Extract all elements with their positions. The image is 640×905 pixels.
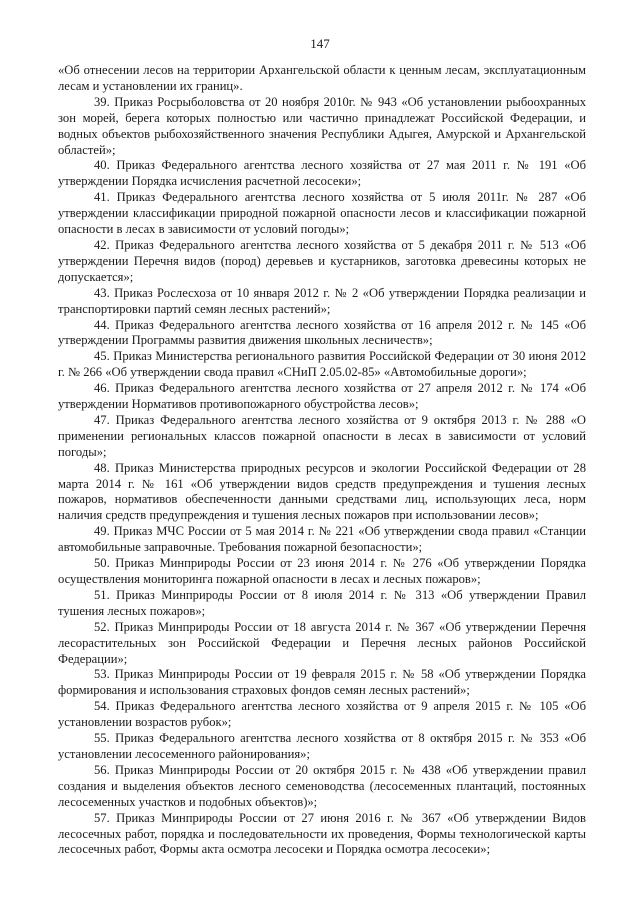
- paragraph-40: 40. Приказ Федерального агентства лесного хозяйства от 27 мая 2011 г. № 191 «Об утверждении Порядка исчисления расчетной лесосеки»;: [58, 158, 586, 189]
- paragraph-46: 46. Приказ Федерального агентства лесного хозяйства от 27 апреля 2012 г. № 174 «Об утверждении Нормативов противопожарного обустройства лесов»;: [58, 381, 586, 412]
- paragraph-50: 50. Приказ Минприроды России от 23 июня 2014 г. № 276 «Об утверждении Порядка осуществления мониторинга пожарной опасности в лесах и лесных пожаров»;: [58, 556, 586, 586]
- paragraph-42: 42. Приказ Федерального агентства лесного хозяйства от 5 декабря 2011 г. № 513 «Об утверждении Перечня видов (пород) деревьев и кустарников, заготовка древесины которых не допускается»;: [58, 237, 586, 284]
- paragraph-49: 49. Приказ МЧС России от 5 мая 2014 г. № 221 «Об утверждении свода правил «Станции автомобильные заправочные. Требования пожарной безопасности»;: [58, 524, 586, 555]
- document-body: [58, 63, 586, 858]
- paragraph-57: 57. Приказ Минприроды России от 27 июня 2016 г. № 367 «Об утверждении Видов лесосечных работ, порядка и последовательности их проведения, Формы технологической карты лесосечных работ, Формы акта осмотра лесосеки и Порядка осмотра лесосеки»;: [58, 810, 586, 857]
- page-number: 147: [310, 36, 330, 51]
- paragraph-54: 54. Приказ Федерального агентства лесного хозяйства от 9 апреля 2015 г. № 105 «Об установлении возрастов рубок»;: [58, 699, 586, 730]
- paragraph-47: 47. Приказ Федерального агентства лесного хозяйства от 9 октября 2013 г. № 288 «О применении региональных классов пожарной опасности в лесах в зависимости от условий погоды»;: [58, 412, 586, 459]
- paragraph-43: 43. Приказ Рослесхоза от 10 января 2012 г. № 2 «Об утверждении Порядка реализации и транспортировки партий семян лесных растений»;: [58, 285, 586, 316]
- paragraph-55: 55. Приказ Федерального агентства лесного хозяйства от 8 октября 2015 г. № 353 «Об установлении лесосеменного районирования»;: [58, 731, 586, 761]
- paragraph-41: 41. Приказ Федерального агентства лесного хозяйства от 5 июля 2011г. № 287 «Об утверждении классификации природной пожарной опасности лесов и классификации пожарной опасности в лесах в зависимости от условий погоды»;: [58, 190, 586, 237]
- paragraph-52: 52. Приказ Минприроды России от 18 августа 2014 г. № 367 «Об утверждении Перечня лесорастительных зон Российской Федерации и Перечня лесных районов Российской Федерации»;: [58, 619, 586, 666]
- paragraph-48: 48. Приказ Министерства природных ресурсов и экологии Российской Федерации от 28 марта 2014 г. № 161 «Об утверждении видов средств предупреждения и тушения лесных пожаров, нормативов обеспеченности данными средствами лиц, использующих леса, норм наличия средств предупреждения и тушения лесных пожаров при использовании лесов»;: [58, 460, 586, 523]
- paragraph-44: 44. Приказ Федерального агентства лесного хозяйства от 16 апреля 2012 г. № 145 «Об утверждении Программы развития движения школьных лесничеств»;: [58, 317, 586, 348]
- paragraph-53: 53. Приказ Минприроды России от 19 февраля 2015 г. № 58 «Об утверждении Порядка формирования и использования страховых фондов семян лесных растений»;: [58, 667, 586, 698]
- paragraph-51: 51. Приказ Минприроды России от 8 июля 2014 г. № 313 «Об утверждении Правил тушения лесных пожаров»;: [58, 587, 586, 618]
- paragraph-39: 39. Приказ Росрыболовства от 20 ноября 2010г. № 943 «Об установлении рыбоохранных зон морей, берега которых полностью или частично принадлежат Российской Федерации, и водных объектов рыбохозяйственного значения Республики Адыгея, Амурской и Архангельской областей»;: [58, 94, 586, 157]
- paragraph-continuation: «Об отнесении лесов на территории Архангельской области к ценным лесам, эксплуатационным лесам и установлении их границ».: [58, 63, 586, 93]
- paragraph-56: 56. Приказ Минприроды России от 20 октября 2015 г. № 438 «Об утверждении правил создания и выделения объектов лесного семеноводства (лесосеменных плантаций, постоянных лесосеменных участков и подобных объектов)»;: [58, 762, 586, 809]
- paragraph-45: 45. Приказ Министерства регионального развития Российской Федерации от 30 июня 2012 г. № 266 «Об утверждении свода правил «СНиП 2.05.02-85» «Автомобильные дороги»;: [58, 349, 586, 380]
